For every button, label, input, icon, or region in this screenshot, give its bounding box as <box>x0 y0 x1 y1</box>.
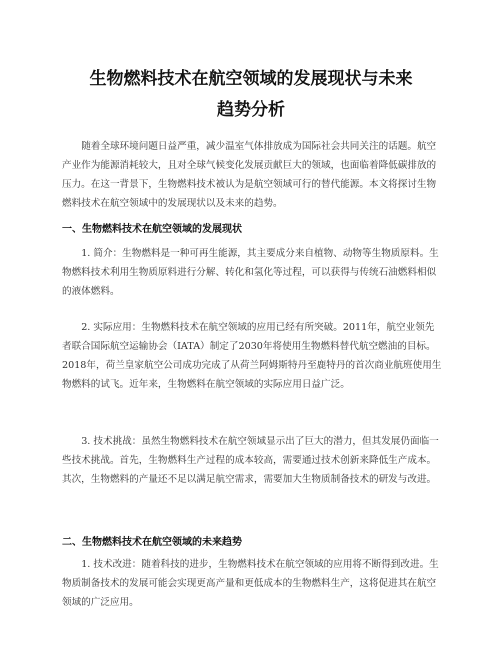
section1-heading: 一、生物燃料技术在航空领域的发展现状 <box>62 224 242 235</box>
section2-paragraph-1: 1. 技术改进：随着科技的进步，生物燃料技术在航空领域的应用将不断得到改进。生物质制备技术的发展可能会实现更高产量和更低成本的生物燃料生产，这将促进其在航空领域的广泛应用。 <box>62 559 439 608</box>
section1-paragraph-2: 2. 实际应用：生物燃料技术在航空领域的应用已经有所突破。2011年，航空业领先者联合国际航空运输协会（IATA）制定了2030年将使用生物燃料替代航空燃油的目标。2018年，荷兰皇家航空公司成功完成了从荷兰阿姆斯特丹至鹿特丹的首次商业航班使用生物燃料的试飞。近年来，生物燃料在航空领域的实际应用日益广泛。 <box>62 322 442 390</box>
section1-paragraph-1: 1. 简介：生物燃料是一种可再生能源，其主要成分来自植物、动物等生物质原料。生物燃料技术利用生物质原料进行分解、转化和氢化等过程，可以获得与传统石油燃料相似的液体燃料。 <box>62 248 439 297</box>
section1-paragraph-3: 3. 技术挑战：虽然生物燃料技术在航空领域显示出了巨大的潜力，但其发展仍面临一些技术挑战。首先，生物燃料生产过程的成本较高，需要通过技术创新来降低生产成本。其次，生物燃料的产量还不足以满足航空需求，需要加大生物质制备技术的研发与改进。 <box>62 436 439 485</box>
document-title-line1: 生物燃料技术在航空领域的发展现状与未来 <box>89 69 413 89</box>
document-title-line2: 趋势分析 <box>217 100 285 120</box>
section2-heading: 二、生物燃料技术在航空领域的未来趋势 <box>62 537 242 548</box>
intro-paragraph: 随着全球环境问题日益严重，减少温室气体排放成为国际社会共同关注的话题。航空产业作为能源消耗较大，且对全球气候变化发展贡献巨大的领域，也面临着降低碳排放的压力。在这一背景下，生物燃料技术被认为是航空领域可行的替代能源。本文将探讨生物燃料技术在航空领域中的发展现状以及未来的趋势。 <box>62 141 437 209</box>
